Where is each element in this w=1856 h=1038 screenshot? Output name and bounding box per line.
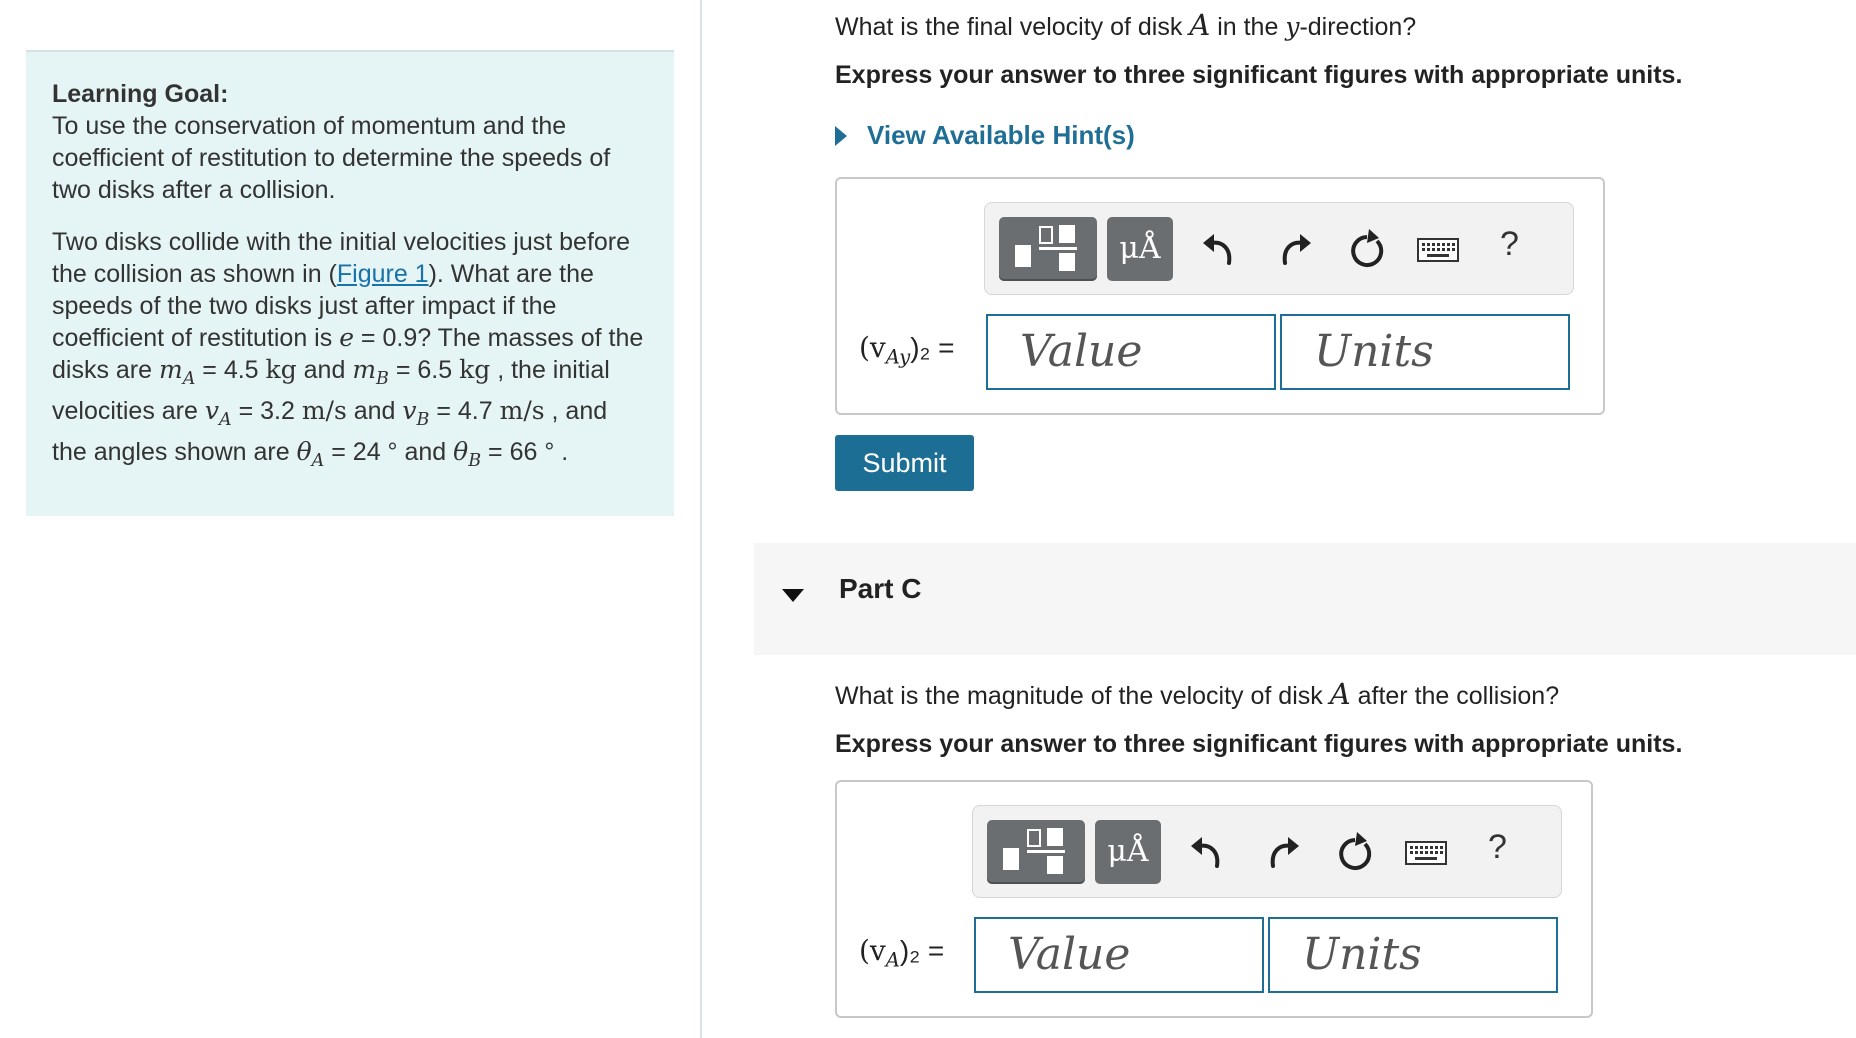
problem-text: ). What are the speeds of the two disks just after impact if the coefficient of restitution is <box>52 260 594 352</box>
partc-header[interactable] <box>754 543 1856 655</box>
math-var: y <box>1285 12 1300 41</box>
column-divider <box>700 0 702 1038</box>
partb-instruction: Express your answer to three significant figures with appropriate units. <box>835 61 1683 89</box>
label-sub: A <box>885 948 900 972</box>
math-var: v <box>402 396 417 425</box>
label-text: )₂ = <box>899 935 945 966</box>
math-sub: B <box>376 369 389 389</box>
partc-question <box>835 677 1559 711</box>
help-button[interactable]: ? <box>1488 828 1507 866</box>
math-var: θ <box>296 437 312 466</box>
learning-goal-title: Learning Goal: <box>52 80 229 108</box>
math-var: m <box>352 355 377 384</box>
figure-link[interactable]: Figure 1 <box>336 260 429 288</box>
label-sub: Ay <box>885 345 911 369</box>
math-sub: A <box>182 369 196 389</box>
expand-triangle-icon <box>835 126 847 146</box>
problem-text: = 4.7 <box>429 397 500 425</box>
keyboard-icon[interactable] <box>1405 841 1447 865</box>
partc-answer-label <box>859 934 944 972</box>
math-var: e <box>339 323 354 352</box>
math-var: A <box>1329 677 1351 711</box>
question-text: in the <box>1210 13 1286 41</box>
undo-icon[interactable] <box>1187 830 1227 874</box>
problem-text: , the initial velocities are <box>52 356 610 425</box>
math-sub: A <box>218 410 232 430</box>
math-var: m <box>158 355 183 384</box>
question-text: -direction? <box>1299 13 1417 41</box>
partc-units-input[interactable]: Units <box>1268 917 1558 993</box>
undo-icon[interactable] <box>1199 227 1239 271</box>
math-var: v <box>204 396 219 425</box>
label-text: (v <box>859 331 886 364</box>
math-unit: m/s <box>499 396 545 425</box>
label-text: (v <box>859 934 886 967</box>
fraction-template-button[interactable] <box>999 217 1097 281</box>
keyboard-icon[interactable] <box>1417 238 1459 262</box>
partb-answer-box <box>835 177 1605 415</box>
fraction-template-icon <box>999 217 1097 281</box>
math-unit: kg <box>459 355 491 384</box>
partc-title: Part C <box>839 573 922 604</box>
question-text: What is the magnitude of the velocity of disk <box>835 682 1330 710</box>
redo-icon[interactable] <box>1275 227 1315 271</box>
problem-text: = 4.5 <box>195 356 266 384</box>
partb-value-input[interactable]: Value <box>986 314 1276 390</box>
problem-text: = 3.2 <box>231 397 302 425</box>
partb-question <box>835 8 1416 42</box>
math-sub: B <box>468 451 482 471</box>
partc-instruction: Express your answer to three significant figures with appropriate units. <box>835 730 1683 758</box>
learning-goal-panel <box>26 50 674 516</box>
learning-goal-intro: To use the conservation of momentum and the coefficient of restitution to determine the speeds of two disks after a collision. <box>52 112 611 204</box>
partb-answer-label <box>859 331 955 369</box>
math-sub: A <box>311 451 325 471</box>
partb-units-input[interactable]: Units <box>1280 314 1570 390</box>
partc-value-input[interactable]: Value <box>974 917 1264 993</box>
reset-icon[interactable] <box>1335 830 1375 874</box>
partc-answer-box <box>835 780 1593 1018</box>
partb-math-toolbar <box>984 202 1574 295</box>
problem-text: and <box>346 397 403 425</box>
math-unit: kg <box>265 355 297 384</box>
units-button[interactable]: μÅ <box>1095 820 1161 884</box>
units-button[interactable]: μÅ <box>1107 217 1173 281</box>
problem-text: , and the angles shown are <box>52 397 608 466</box>
partc-math-toolbar <box>972 805 1562 898</box>
view-hints-link[interactable] <box>835 120 1135 151</box>
problem-text: = 6.5 <box>388 356 460 384</box>
help-button[interactable]: ? <box>1500 225 1519 263</box>
reset-icon[interactable] <box>1347 227 1387 271</box>
hint-label: View Available Hint(s) <box>867 120 1135 150</box>
fraction-template-icon <box>987 820 1085 884</box>
redo-icon[interactable] <box>1263 830 1303 874</box>
math-var: θ <box>453 437 469 466</box>
fraction-template-button[interactable] <box>987 820 1085 884</box>
math-sub: B <box>416 410 430 430</box>
problem-text: and <box>296 356 353 384</box>
problem-statement <box>52 226 648 477</box>
problem-text: = 24 ° and <box>324 438 454 466</box>
submit-button[interactable]: Submit <box>835 435 974 491</box>
collapse-triangle-icon <box>782 589 804 602</box>
question-text: after the collision? <box>1350 682 1560 710</box>
problem-text: Two disks collide with the initial velocities just before the collision as shown in ( <box>52 228 631 288</box>
problem-text: = 0.9? The masses of the disks are <box>52 324 644 384</box>
label-text: )₂ = <box>910 332 955 363</box>
math-var: A <box>1189 8 1211 42</box>
problem-text: = 66 ° . <box>481 438 569 466</box>
question-text: What is the final velocity of disk <box>835 13 1190 41</box>
math-unit: m/s <box>301 396 347 425</box>
